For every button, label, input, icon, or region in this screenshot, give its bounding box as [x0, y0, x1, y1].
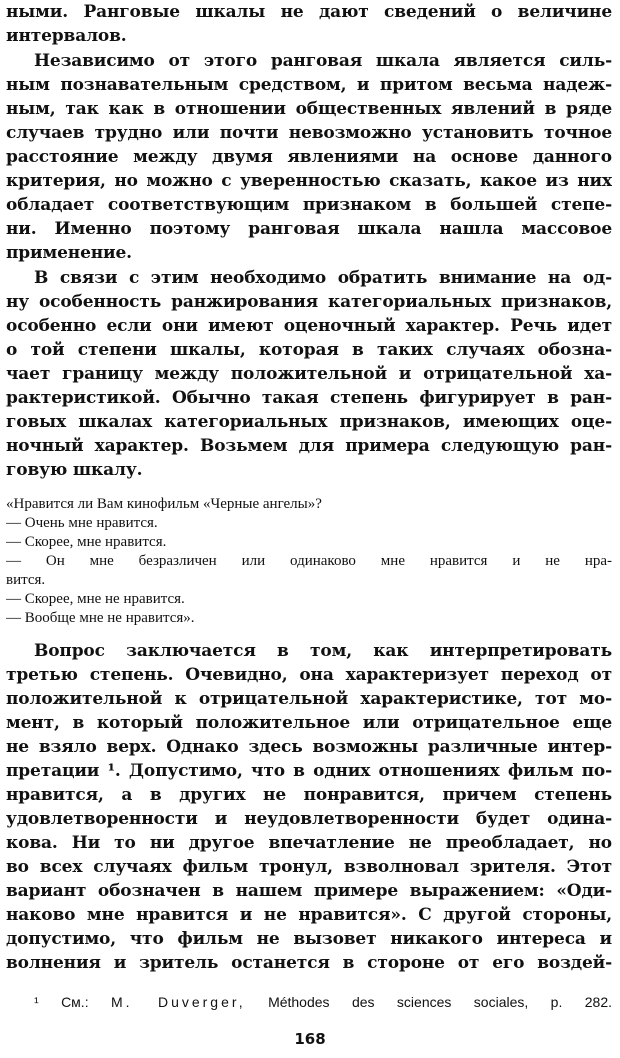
text-line: чает границу между положительной и отрицательной ха-: [6, 364, 612, 384]
example-line: «Нравится ли Вам кинофильм «Черные ангелы»?: [6, 496, 322, 512]
text-line: вариант обозначен в нашем примере выражением: «Оди-: [6, 881, 612, 901]
text-line: ну особенность ранжирования категориальных признаков,: [6, 292, 612, 312]
text-line: наково мне нравится и не нравится». С другой стороны,: [6, 905, 612, 925]
footnote-author: M. Duverger,: [111, 994, 246, 1010]
text-line: удовлетворенности и неудовлетворенности будет одина-: [6, 809, 612, 829]
text-line: ным, так как в отношении общественных явлений в ряде: [6, 99, 612, 119]
text-line: во всех случаях фильм тронул, взволновал зрителя. Этот: [6, 857, 612, 877]
text-line: третью степень. Очевидно, она характеризует переход от: [6, 665, 612, 685]
example-line: — Скорее, мне нравится.: [6, 534, 167, 550]
text-line: положительной к отрицательной характеристике, тот мо-: [6, 689, 612, 709]
text-line: интервалов.: [6, 26, 127, 46]
text-line: волнения и зритель останется в стороне от его воздей-: [6, 953, 612, 973]
text-line: обладает соответствующим признаком в большей степе-: [6, 195, 612, 215]
text-line: ным познавательным средством, и притом весьма надеж-: [6, 75, 612, 95]
text-line: говую шкалу.: [6, 460, 143, 480]
example-line: — Скорее, мне не нравится.: [6, 591, 185, 607]
text-line: ночный характер. Возьмем для примера следующую ран-: [6, 436, 612, 456]
text-line: применение.: [6, 243, 132, 263]
text-line: нравится, а в других не понравится, причем степень: [6, 785, 612, 805]
text-line: В связи с этим необходимо обратить внимание на од-: [34, 268, 612, 288]
example-line: — Очень мне нравится.: [6, 515, 158, 531]
text-line: допустимо, что фильм не вызовет никакого интереса и: [6, 929, 612, 949]
text-line: о той степени шкалы, которая в таких случаях обозна-: [6, 340, 612, 360]
footnote: [34, 991, 612, 1013]
footnote-marker: ¹ См.:: [34, 994, 89, 1010]
text-line: расстояние между двумя явлениями на основе данного: [6, 147, 612, 167]
text-line: Вопрос заключается в том, как интерпретировать: [34, 641, 612, 661]
text-line: мент, в который положительное или отрицательное еще: [6, 713, 612, 733]
example-line: — Он мне безразличен или одинаково мне нравится и не нра-: [6, 553, 612, 569]
text-line: случаев трудно или почти невозможно установить точное: [6, 123, 612, 143]
page-number: 168: [294, 1030, 326, 1048]
text-line: ными. Ранговые шкалы не дают сведений о величине: [6, 2, 612, 22]
text-line: ни. Именно поэтому ранговая шкала нашла массовое: [6, 219, 612, 239]
text-line: претации ¹. Допустимо, что в одних отношениях фильм по-: [6, 761, 612, 781]
text-line: рактеристикой. Обычно такая степень фигурирует в ран-: [6, 388, 612, 408]
text-line: говых шкалах категориальных признаков, имеющих оце-: [6, 412, 612, 432]
text-line: Независимо от этого ранговая шкала является силь-: [34, 51, 612, 71]
example-line: — Вообще мне не нравится».: [6, 610, 195, 626]
text-line: не взяло верх. Однако здесь возможны различные интер-: [6, 737, 612, 757]
text-line: кова. Ни то ни другое впечатление не преобладает, но: [6, 833, 612, 853]
footnote-source: Méthodes des sciences sociales, p. 282.: [268, 994, 612, 1010]
example-line: вится.: [6, 572, 46, 588]
text-line: особенно если они имеют оценочный характер. Речь идет: [6, 316, 612, 336]
text-line: критерия, но можно с уверенностью сказать, какое из них: [6, 171, 612, 191]
